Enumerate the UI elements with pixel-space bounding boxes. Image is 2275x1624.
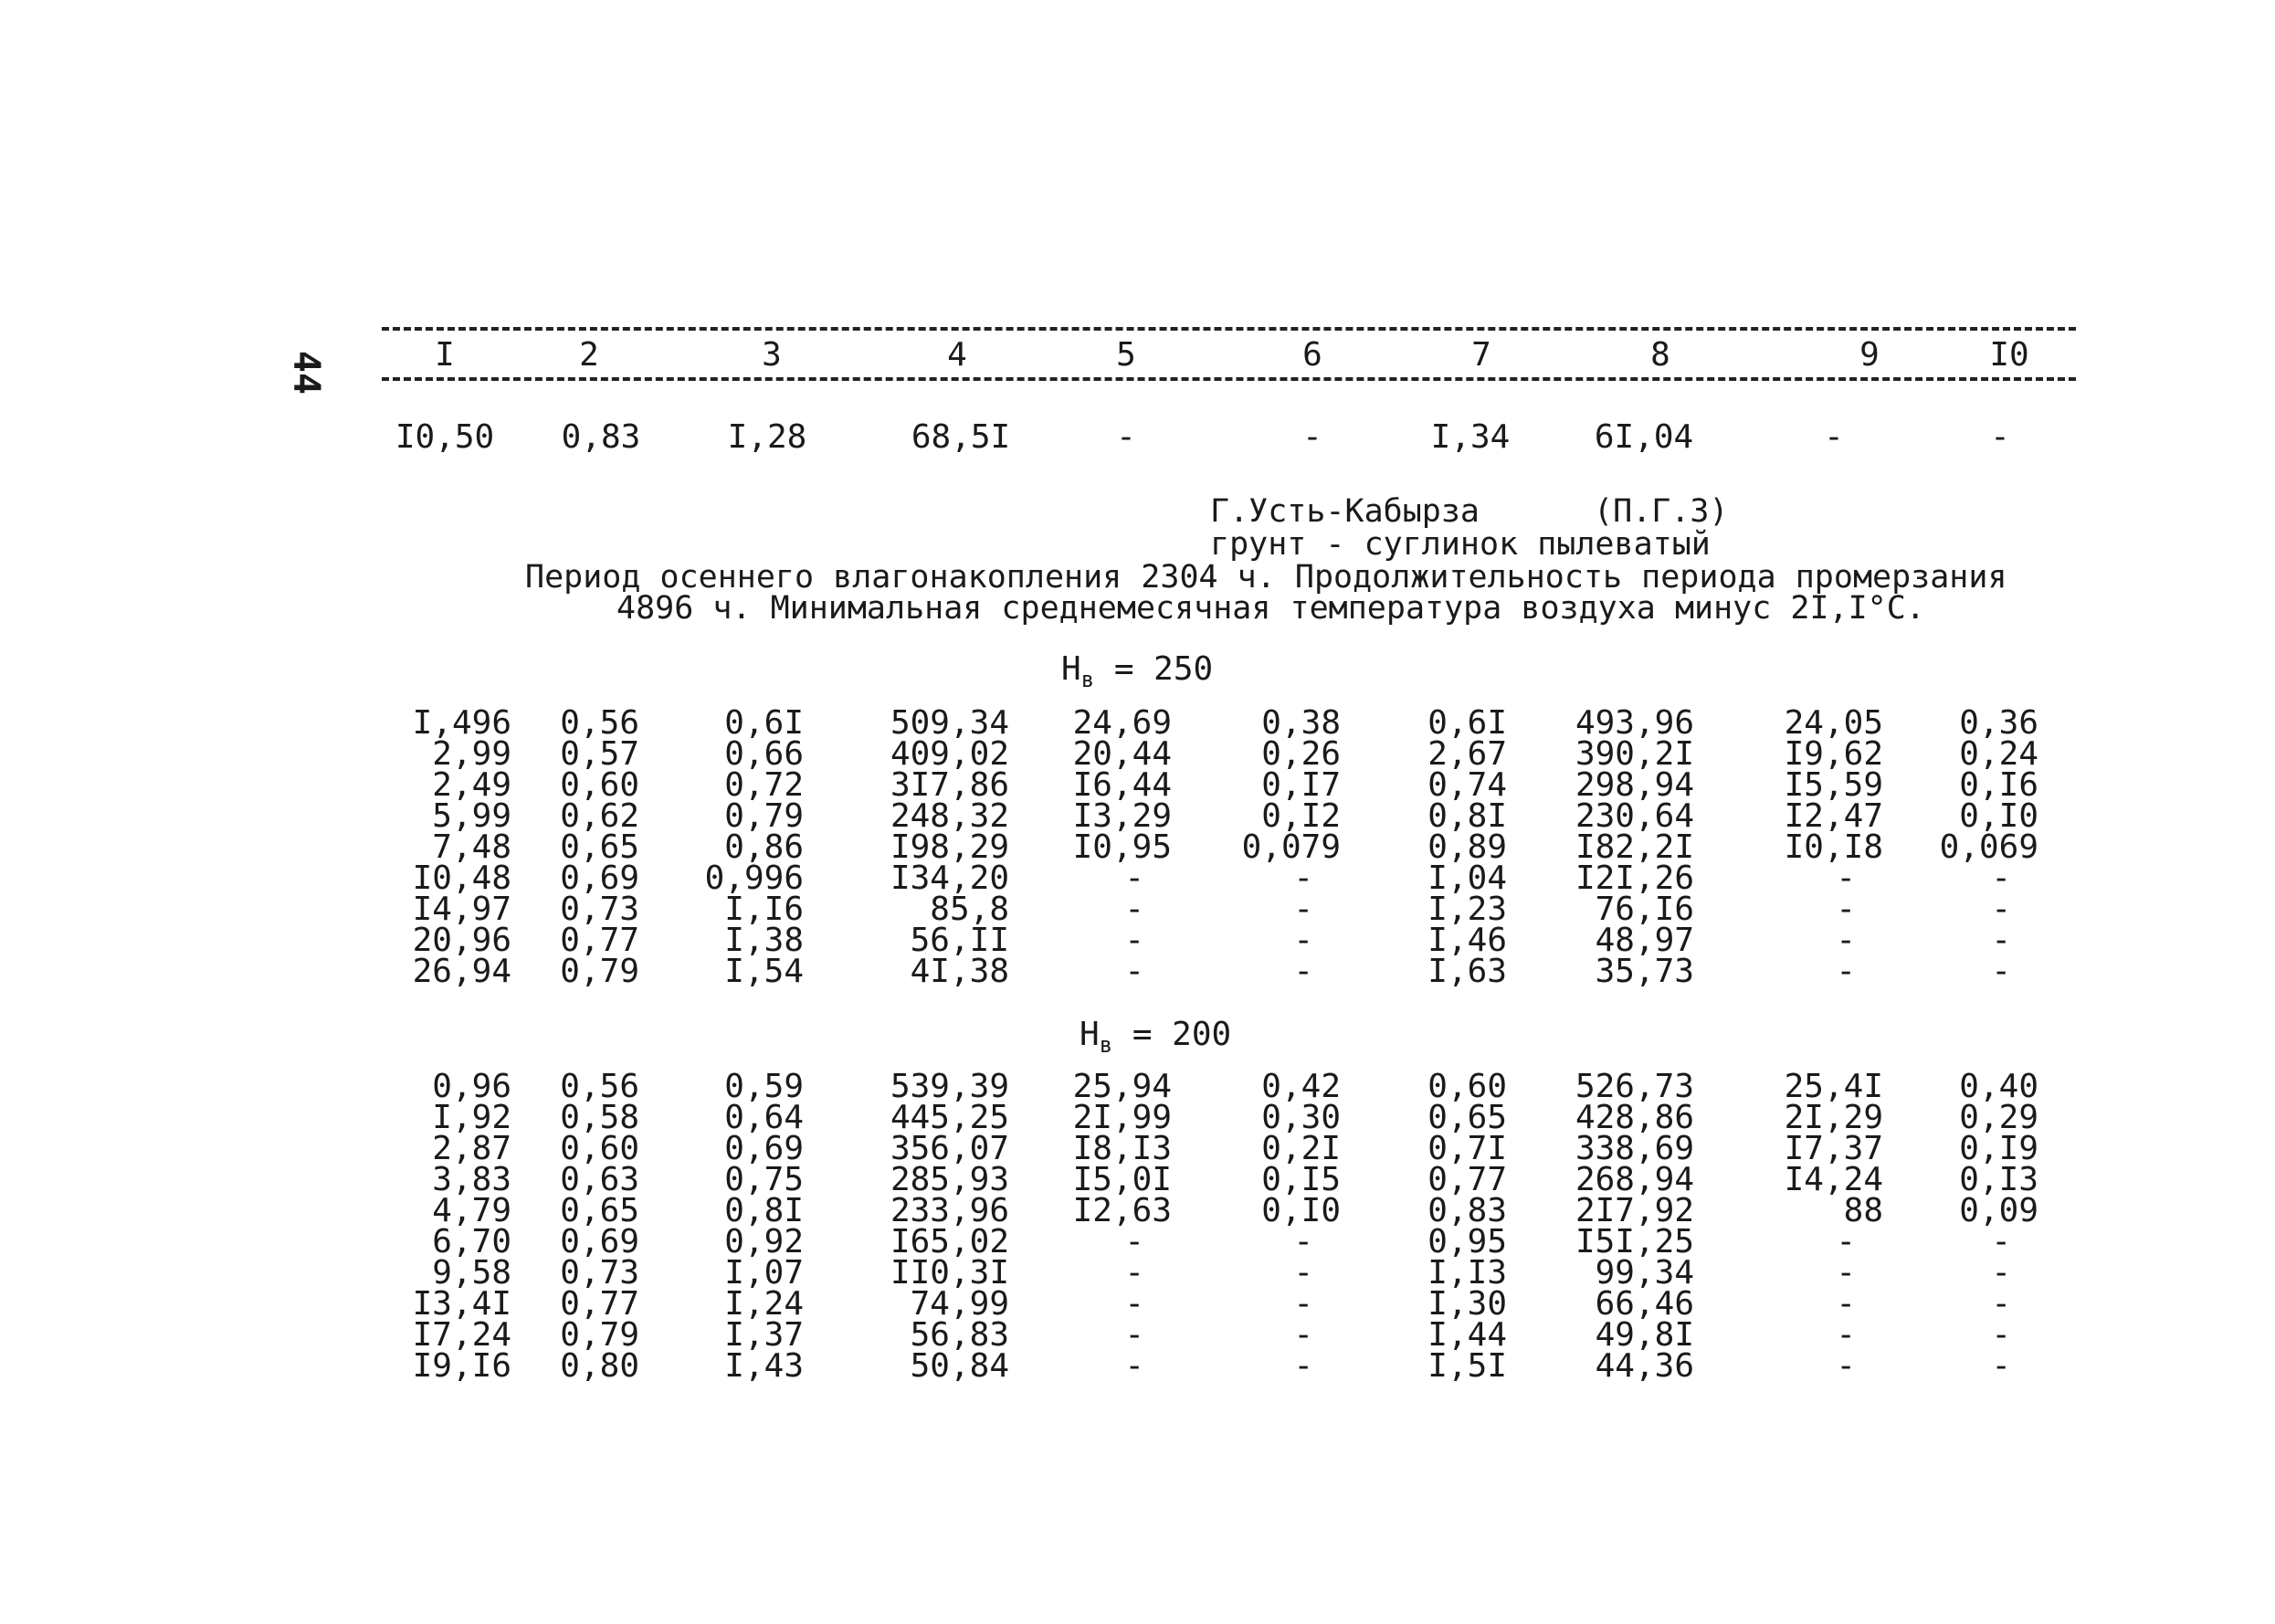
soil-type: грунт - суглинок пылеватый [1210,526,1711,563]
table-cell: 0,079 [1241,828,1341,866]
table-cell: I7,24 [412,1316,511,1354]
table-cell: 0,8I [1427,797,1507,835]
first-row-cell: - [1116,418,1136,456]
table-cell: - [1836,1316,1856,1354]
page-number: 44 [285,350,327,395]
table-cell: 233,96 [890,1192,1009,1229]
first-row-cell: - [1302,418,1322,456]
table-cell: 0,83 [1427,1192,1507,1229]
table-cell: - [1293,1254,1313,1292]
table-cell: 0,40 [1959,1068,2038,1105]
table-cell: - [1836,1254,1856,1292]
table-cell: 539,39 [890,1068,1009,1105]
table-cell: - [1836,891,1856,928]
table-cell: 285,93 [890,1161,1009,1198]
table-cell: I5I,25 [1575,1223,1694,1260]
table-cell: 356,07 [890,1130,1009,1167]
table-cell: 0,6I [724,704,804,742]
table-cell: 20,44 [1072,735,1172,773]
section2-column-7 [1306,1068,1507,1385]
table-cell: I0,95 [1072,828,1172,866]
table-cell: 48,97 [1595,922,1694,959]
table-cell: 0,I6 [1959,766,2038,804]
table-cell: - [1991,1285,2011,1323]
table-cell: 99,34 [1595,1254,1694,1292]
table-cell: - [1836,922,1856,959]
table-cell: 2I,99 [1072,1099,1172,1136]
table-cell: I6,44 [1072,766,1172,804]
table-cell: I5,0I [1072,1161,1172,1198]
table-cell: 248,32 [890,797,1009,835]
table-cell: 0,6I [1427,704,1507,742]
table-cell: 0,79 [560,1316,639,1354]
first-row-cell: - [1990,418,2010,456]
table-cell: 0,069 [1939,828,2038,866]
table-cell: 0,79 [560,953,639,990]
header-top-rule [382,327,2076,331]
table-cell: 0,30 [1261,1099,1341,1136]
table-cell: 0,86 [724,828,804,866]
table-cell: 0,I5 [1261,1161,1341,1198]
table-cell: I98,29 [890,828,1009,866]
period-line-1: Период осеннего влагонакопления 2304 ч. Продолжительность периода промерзания [525,559,2007,596]
first-row-cell: I,28 [727,418,807,456]
table-cell: 49,8I [1595,1316,1694,1354]
table-cell: 85,8 [930,891,1009,928]
table-cell: - [1293,1285,1313,1323]
table-cell: 74,99 [910,1285,1009,1323]
table-cell: 0,I3 [1959,1161,2038,1198]
table-cell: - [1293,1316,1313,1354]
table-cell: - [1293,922,1313,959]
header-column-3: 3 [762,336,782,374]
table-cell: 0,92 [724,1223,804,1260]
table-cell: I34,20 [890,859,1009,897]
table-cell: I,38 [724,922,804,959]
table-cell: 0,60 [560,1130,639,1167]
table-cell: 0,60 [560,766,639,804]
section2-column-3 [603,1068,804,1385]
table-cell: 0,56 [560,1068,639,1105]
table-cell: I,I3 [1427,1254,1507,1292]
header-column-7: 7 [1471,336,1491,374]
table-cell: 4,79 [432,1192,511,1229]
first-row-cell: 6I,04 [1594,418,1694,456]
first-row-cell: 68,5I [911,418,1011,456]
table-cell: - [1991,922,2011,959]
table-cell: I5,59 [1784,766,1883,804]
table-cell: I,54 [724,953,804,990]
first-row-cell: I,34 [1430,418,1511,456]
table-cell: 0,8I [724,1192,804,1229]
table-cell: 76,I6 [1595,891,1694,928]
table-cell: I2,63 [1072,1192,1172,1229]
table-cell: 0,72 [724,766,804,804]
table-cell: 7,48 [432,828,511,866]
table-cell: - [1836,859,1856,897]
table-cell: - [1991,1316,2011,1354]
table-cell: I8,I3 [1072,1130,1172,1167]
table-cell: 9,58 [432,1254,511,1292]
table-cell: 0,79 [724,797,804,835]
section1-column-7 [1306,704,1507,990]
first-row-cell: I0,50 [395,418,495,456]
table-cell: I9,62 [1784,735,1883,773]
table-cell: - [1124,1316,1144,1354]
table-cell: 2I7,92 [1575,1192,1694,1229]
table-cell: I,24 [724,1285,804,1323]
section2-column-10 [1838,1068,2038,1385]
header-column-6: 6 [1302,336,1322,374]
table-cell: 26,94 [412,953,511,990]
table-cell: 0,996 [704,859,804,897]
table-cell: - [1124,1254,1144,1292]
header-column-9: 9 [1859,336,1880,374]
table-cell: I3,29 [1072,797,1172,835]
table-cell: I,07 [724,1254,804,1292]
table-cell: - [1293,953,1313,990]
table-cell: 428,86 [1575,1099,1694,1136]
table-cell: I,30 [1427,1285,1507,1323]
table-cell: 0,I9 [1959,1130,2038,1167]
table-cell: 2,99 [432,735,511,773]
table-cell: - [1991,859,2011,897]
table-cell: 24,05 [1784,704,1883,742]
table-cell: I,44 [1427,1316,1507,1354]
table-cell: - [1124,922,1144,959]
table-cell: 268,94 [1575,1161,1694,1198]
table-cell: 25,4I [1784,1068,1883,1105]
table-cell: 0,I0 [1261,1192,1341,1229]
table-cell: 0,38 [1261,704,1341,742]
table-cell: 3,83 [432,1161,511,1198]
section1-column-10 [1838,704,2038,990]
table-cell: I,43 [724,1347,804,1385]
table-cell: - [1836,953,1856,990]
table-cell: 0,36 [1959,704,2038,742]
table-cell: 0,73 [560,891,639,928]
table-cell: - [1124,953,1144,990]
table-cell: 0,74 [1427,766,1507,804]
station-name: Г.Усть-Кабырза [1210,493,1480,530]
table-cell: 0,56 [560,704,639,742]
table-cell: 0,26 [1261,735,1341,773]
table-cell: I0,I8 [1784,828,1883,866]
table-cell: 338,69 [1575,1130,1694,1167]
table-cell: 390,2I [1575,735,1694,773]
table-cell: 0,65 [1427,1099,1507,1136]
table-cell: 6,70 [432,1223,511,1260]
table-cell: 0,95 [1427,1223,1507,1260]
table-cell: 0,66 [724,735,804,773]
table-cell: 0,65 [560,828,639,866]
table-cell: 66,46 [1595,1285,1694,1323]
table-cell: - [1991,953,2011,990]
table-cell: - [1991,1223,2011,1260]
header-column-5: 5 [1116,336,1136,374]
table-cell: 0,77 [1427,1161,1507,1198]
table-cell: 0,73 [560,1254,639,1292]
table-cell: - [1836,1347,1856,1385]
table-cell: I0,48 [412,859,511,897]
table-cell: - [1124,1347,1144,1385]
table-cell: 3I7,86 [890,766,1009,804]
section1-column-8 [1493,704,1694,990]
table-cell: I,496 [412,704,511,742]
header-column-1: I [435,336,455,374]
table-cell: 445,25 [890,1099,1009,1136]
table-cell: 0,69 [724,1130,804,1167]
table-cell: I82,2I [1575,828,1694,866]
table-cell: 0,I7 [1261,766,1341,804]
table-cell: I,92 [432,1099,511,1136]
table-cell: I2,47 [1784,797,1883,835]
table-cell: 0,60 [1427,1068,1507,1105]
table-cell: 493,96 [1575,704,1694,742]
table-cell: - [1293,891,1313,928]
table-cell: I2I,26 [1575,859,1694,897]
table-cell: 0,89 [1427,828,1507,866]
table-cell: 298,94 [1575,766,1694,804]
first-row-cell: 0,83 [561,418,641,456]
table-cell: I7,37 [1784,1130,1883,1167]
header-column-4: 4 [947,336,967,374]
table-cell: 44,36 [1595,1347,1694,1385]
table-cell: 0,77 [560,1285,639,1323]
table-cell: I65,02 [890,1223,1009,1260]
table-cell: - [1293,1347,1313,1385]
table-cell: I,04 [1427,859,1507,897]
table-cell: - [1293,1223,1313,1260]
header-column-10: I0 [1989,336,2029,374]
table-cell: 0,57 [560,735,639,773]
table-cell: - [1991,1254,2011,1292]
table-cell: I9,I6 [412,1347,511,1385]
table-cell: 0,69 [560,1223,639,1260]
table-cell: 0,I0 [1959,797,2038,835]
header-column-8: 8 [1650,336,1670,374]
header-column-2: 2 [579,336,599,374]
table-cell: 4I,38 [910,953,1009,990]
table-cell: 0,42 [1261,1068,1341,1105]
table-cell: 526,73 [1575,1068,1694,1105]
table-cell: 0,7I [1427,1130,1507,1167]
section1-label: $H_в = 250$ [1061,650,1214,693]
table-cell: I4,97 [412,891,511,928]
table-cell: - [1991,1347,2011,1385]
table-cell: I3,4I [412,1285,511,1323]
table-cell: II0,3I [890,1254,1009,1292]
table-cell: 0,96 [432,1068,511,1105]
table-cell: I,23 [1427,891,1507,928]
header-bottom-rule [382,377,2076,381]
first-row-cell: - [1824,418,1844,456]
table-cell: 0,59 [724,1068,804,1105]
table-cell: 2,67 [1427,735,1507,773]
table-cell: - [1124,1285,1144,1323]
table-cell: - [1124,859,1144,897]
table-cell: 56,II [910,922,1009,959]
table-cell: 20,96 [412,922,511,959]
table-cell: 2,87 [432,1130,511,1167]
table-cell: I,46 [1427,922,1507,959]
table-cell: - [1293,859,1313,897]
table-cell: 0,62 [560,797,639,835]
table-cell: 50,84 [910,1347,1009,1385]
table-cell: 0,65 [560,1192,639,1229]
section2-label: $H_в = 200$ [1080,1016,1232,1059]
table-cell: - [1836,1285,1856,1323]
table-cell: 0,75 [724,1161,804,1198]
table-cell: I,I6 [724,891,804,928]
table-cell: 0,29 [1959,1099,2038,1136]
table-cell: - [1991,891,2011,928]
table-cell: 2I,29 [1784,1099,1883,1136]
table-cell: I,5I [1427,1347,1507,1385]
table-cell: - [1124,891,1144,928]
table-cell: 88 [1843,1192,1883,1229]
table-cell: 2,49 [432,766,511,804]
table-cell: 24,69 [1072,704,1172,742]
table-cell: 0,I2 [1261,797,1341,835]
table-cell: 0,58 [560,1099,639,1136]
table-cell: 0,80 [560,1347,639,1385]
table-cell: - [1124,1223,1144,1260]
station-code: (П.Г.3) [1594,493,1729,530]
table-cell: I,37 [724,1316,804,1354]
period-line-2: 4896 ч. Минимальная среднемесячная температура воздуха минус 2I,I°C. [616,590,1925,627]
table-cell: 25,94 [1072,1068,1172,1105]
section1-column-3 [603,704,804,990]
table-cell: I,63 [1427,953,1507,990]
table-cell: I4,24 [1784,1161,1883,1198]
table-cell: 5,99 [432,797,511,835]
table-cell: 230,64 [1575,797,1694,835]
table-cell: - [1836,1223,1856,1260]
table-cell: 509,34 [890,704,1009,742]
table-cell: 0,69 [560,859,639,897]
table-cell: 0,63 [560,1161,639,1198]
table-cell: 0,64 [724,1099,804,1136]
section2-column-8 [1493,1068,1694,1385]
table-cell: 0,2I [1261,1130,1341,1167]
table-cell: 409,02 [890,735,1009,773]
table-cell: 56,83 [910,1316,1009,1354]
table-cell: 0,77 [560,922,639,959]
table-cell: 0,24 [1959,735,2038,773]
table-cell: 35,73 [1595,953,1694,990]
table-cell: 0,09 [1959,1192,2038,1229]
